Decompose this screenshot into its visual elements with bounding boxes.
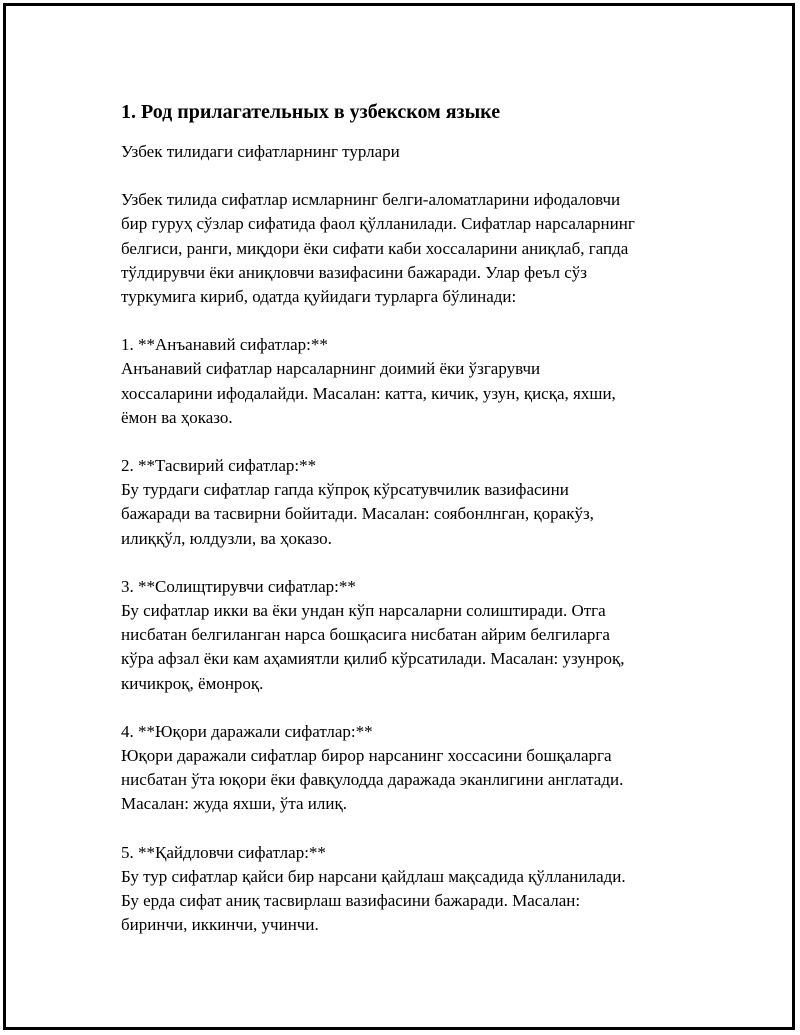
document-page [3, 3, 795, 1030]
section-heading: 2. **Тасвирий сифатлар:** [121, 456, 317, 476]
section-heading: 5. **Қайдловчи сифатлар:** [121, 842, 326, 862]
section-heading: 3. **Солищтирувчи сифатлар:** [121, 576, 356, 596]
section-body: Юқори даражали сифатлар бирор нарсанинг хоссасини бошқаларга нисбатан ўта юқори ёки фавқулодда даражада эканлигини англатади. Масалан: жуда яхши, ўта илиқ. [121, 746, 624, 814]
section-ordinal-adjectives [121, 841, 711, 938]
section-body: Анъанавий сифатлар нарсаларнинг доимий ёки ўзгарувчи хоссаларини ифодалайди. Масалан: катта, кичик, узун, қисқа, яхши, ёмон ва ҳоказо. [121, 359, 616, 427]
section-heading: 4. **Юқори даражали сифатлар:** [121, 721, 373, 741]
intro-paragraph: Узбек тилида сифатлар исмларнинг белги-аломатларини ифодаловчи бир гуруҳ сўзлар сифатида фаол қўлланилади. Сифатлар нарсаларнинг белгиси, ранги, миқдори ёки сифати каби хоссаларини аниқлаб, гапда тўлдирувчи ёки аниқловчи вазифасини бажаради. Улар феъл сўз туркумига кириб, одатда қуйидаги турларга бўлинади: [121, 190, 635, 307]
section-heading: 1. **Анъанавий сифатлар:** [121, 335, 328, 355]
document-content [121, 98, 711, 961]
section-superlative-adjectives [121, 720, 711, 817]
section-body: Бу сифатлар икки ва ёки ундан кўп нарсаларни солиштиради. Отга нисбатан белгиланган нарса бошқасига нисбатан айрим белгиларга кўра афзал ёки кам аҳамиятли қилиб кўрсатилади. Масалан: узунроқ, кичикроқ, ёмонроқ. [121, 601, 625, 693]
section-descriptive-adjectives [121, 454, 711, 551]
section-traditional-adjectives [121, 333, 711, 430]
document-subtitle: Узбек тилидаги сифатларнинг турлари [121, 142, 400, 161]
section-body: Бу турдаги сифатлар гапда кўпроқ кўрсатувчилик вазифасини бажаради ва тасвирни бойитади. Масалан: соябонлнган, қоракўз, илиққўл, юлдузли, ва ҳоказо. [121, 480, 594, 548]
section-comparative-adjectives [121, 575, 711, 696]
document-title: 1. Род прилагательных в узбекском языке [121, 101, 501, 123]
section-body: Бу тур сифатлар қайси бир нарсани қайдлаш мақсадида қўлланилади. Бу ерда сифат аниқ тасвирлаш вазифасини бажаради. Масалан: биринчи, иккинчи, учинчи. [121, 866, 626, 935]
